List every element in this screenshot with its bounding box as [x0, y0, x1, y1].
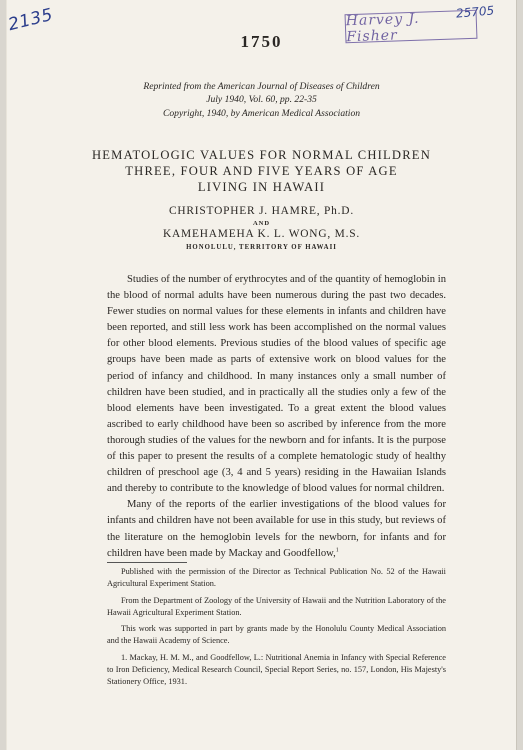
article-body [107, 272, 446, 562]
footnote-department: From the Department of Zoology of the University of Hawaii and the Nutrition Laboratory of the Hawaii Agricultural Experiment Station. [107, 595, 446, 617]
body-paragraph-1: Studies of the number of erythrocytes and of the quantity of hemoglobin in the blood of normal adults have been numerous during the past two decades. Fewer studies on normal values for these elements in infants and children have been reported, and still less work has been accomplished on the normal values for other blood elements. Previous studies of the blood values of specific age groups have been made as parts of extensive work on blood values for the period of infancy and childhood. In many instances only a small number of children have been studied, and in practically all the studies only a few of the blood elements have been investigated. To a great extent the blood values ascribed to early childhood have been so ascribed by inference from the more thorough studies of the values for the newborn and for infants. It is the purpose of this paper to present the results of a complete hematologic study of healthy children of preschool age (3, 4 and 5 years) residing in the Hawaiian Islands and thereby to contribute to the knowledge of blood values for normal children. [107, 274, 446, 495]
footnote-reference-1: 1. Mackay, H. M. M., and Goodfellow, L.: Nutritional Anemia in Infancy with Special Reference to Iron Deficiency, Medical Research Council, Special Report Series, no. 157, London, His Majesty's Stationery Office, 1931. [107, 652, 446, 687]
footnote-ref-1: 1 [335, 547, 339, 554]
footnote-publication: Published with the permission of the Director as Technical Publication No. 52 of the Hawaii Agricultural Experiment Station. [107, 567, 446, 589]
footnotes [107, 566, 446, 693]
title-line-1: HEMATOLOGIC VALUES FOR NORMAL CHILDREN [91, 148, 431, 162]
title-line-2: THREE, FOUR AND FIVE YEARS OF AGE [125, 164, 398, 178]
handwritten-number-right: 25705 [455, 3, 495, 21]
reprint-line-2: July 1940, Vol. 60, pp. 22-35 [206, 94, 317, 105]
copyright-notice: Copyright, 1940, by American Medical Association [162, 108, 361, 119]
reprint-line-1: Reprinted from the American Journal of Diseases of Children [143, 81, 380, 92]
author-conjunction: AND [252, 220, 271, 227]
author-2: KAMEHAMEHA K. L. WONG, M.S. [163, 228, 360, 240]
owner-stamp: Harvey J. Fisher [345, 10, 478, 44]
document-number: 1750 [240, 32, 283, 51]
article-title [40, 147, 483, 195]
title-line-3: LIVING IN HAWAII [197, 180, 326, 194]
handwritten-number-left: 2135 [6, 4, 56, 36]
body-paragraph-2 [107, 497, 446, 561]
footnote-divider [107, 562, 187, 563]
reprint-notice [60, 80, 463, 106]
body-paragraph-2-text: Many of the reports of the earlier investigations of the blood values for infants and children have not been available for use in this study, but reviews of the literature on the hemoglobin levels for the newborn, for infants and for children have been made by Mackay and Goodfellow, [107, 499, 446, 559]
author-1: CHRISTOPHER J. HAMRE, Ph.D. [168, 205, 354, 217]
author-affiliation: HONOLULU, TERRITORY OF HAWAII [186, 244, 337, 251]
footnote-support: This work was supported in part by grants made by the Honolulu County Medical Association and the Hawaii Academy of Science. [107, 624, 446, 646]
